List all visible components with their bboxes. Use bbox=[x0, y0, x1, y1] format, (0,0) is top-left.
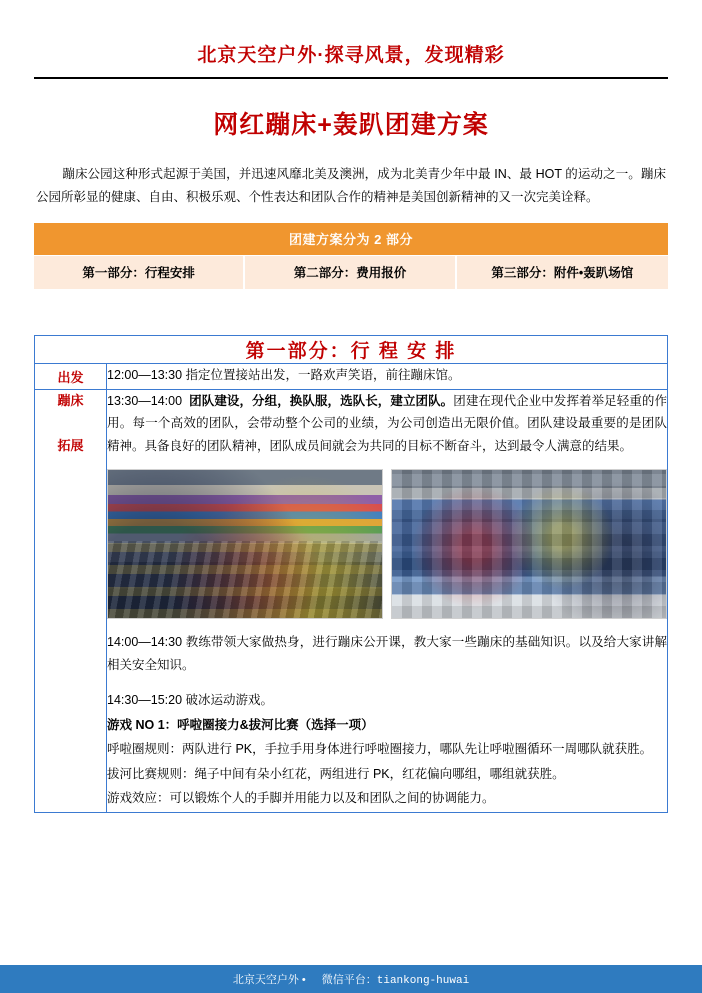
activity-1-rest: 团建在现代企业中发挥着举足轻重的作用。每一个高效的团队，会带动整个公司的业绩，为公司创造出无限价值。团队建设最重要的是团队精神。具备良好的团队精神，团队成员间就会为共同的目标不断奋斗，达到最令人满意的结果。 bbox=[107, 393, 667, 453]
table-row bbox=[35, 364, 668, 390]
page-banner-title: 北京天空户外·探寻风景，发现精彩 bbox=[197, 45, 505, 66]
activity-paragraph-1 bbox=[107, 390, 667, 458]
activity-rule-tugofwar: 拔河比赛规则：绳子中间有朵小红花，两组进行 PK，红花偏向哪组，哪组就获胜。 bbox=[107, 766, 565, 781]
part-cell-2: 第二部分：费用报价 bbox=[245, 256, 456, 289]
parts-row bbox=[34, 255, 668, 289]
row-label-line-1: 蹦床 bbox=[57, 392, 84, 408]
section-header-cell bbox=[35, 336, 668, 364]
footer-wechat-id: tiankong-huwai bbox=[376, 975, 470, 987]
document-title: 网红蹦床+轰趴团建方案 bbox=[213, 111, 489, 139]
intro-paragraph bbox=[34, 163, 668, 223]
row-label-line-2: 拓展 bbox=[57, 437, 84, 453]
section-title: 第一部分：行 程 安 排 bbox=[245, 341, 457, 363]
activity-1-time: 13:30—14:00 bbox=[107, 393, 183, 408]
photo-group bbox=[107, 469, 667, 619]
parts-bar-label: 团建方案分为 2 部分 bbox=[34, 223, 668, 255]
footer-wechat-label: 微信平台： bbox=[321, 974, 377, 986]
activity-game-effect: 游戏效应：可以锻炼个人的手脚并用能力以及和团队之间的协调能力。 bbox=[107, 791, 495, 806]
part-cell-1: 第一部分：行程安排 bbox=[34, 256, 245, 289]
table-row-section-header bbox=[35, 336, 668, 364]
spacer bbox=[34, 289, 668, 335]
footer-wechat bbox=[322, 971, 469, 987]
activity-rule-hula: 呼啦圈规则：两队进行 PK，手拉手用身体进行呼啦圈接力，哪队先让呼啦圈循环一周哪队就获胜。 bbox=[107, 742, 653, 757]
activity-paragraph-2: 14:00—14:30 教练带领大家做热身，进行蹦床公开课，教大家一些蹦床的基础知识。以及给大家讲解相关安全知识。 bbox=[107, 635, 667, 672]
table-row bbox=[35, 389, 668, 812]
activity-1-bold: 团队建设，分组，换队服，选队长，建立团队。 bbox=[189, 393, 454, 408]
activity-game-title: 游戏 NO 1：呼啦圈接力&拔河比赛（选择一项） bbox=[107, 717, 374, 732]
photo-trampoline-floor bbox=[391, 469, 667, 619]
photo-team-gathering bbox=[107, 469, 383, 619]
row-label-departure: 出发 bbox=[35, 364, 107, 390]
row-body-trampoline bbox=[107, 389, 668, 812]
departure-line: 12:00—13:30 指定位置接站出发，一路欢声笑语，前往蹦床馆。 bbox=[107, 368, 461, 383]
itinerary-table bbox=[34, 335, 668, 813]
footer-brand: 北京天空户外 • bbox=[232, 974, 306, 986]
part-cell-3: 第三部分：附件•轰趴场馆 bbox=[491, 266, 634, 281]
page-footer bbox=[0, 965, 702, 993]
row-body-departure bbox=[107, 364, 668, 390]
row-label-trampoline bbox=[35, 389, 107, 812]
activity-paragraph-3: 14:30—15:20 破冰运动游戏。 bbox=[107, 693, 274, 708]
intro-text: 蹦床公园这种形式起源于美国，并迅速风靡北美及澳洲，成为北美青少年中最 IN、最 HOT 的运动之一。蹦床公园所彰显的健康、自由、积极乐观、个性表达和团队合作的精神是美国创新精神的又一次完美诠释。 bbox=[36, 167, 666, 205]
